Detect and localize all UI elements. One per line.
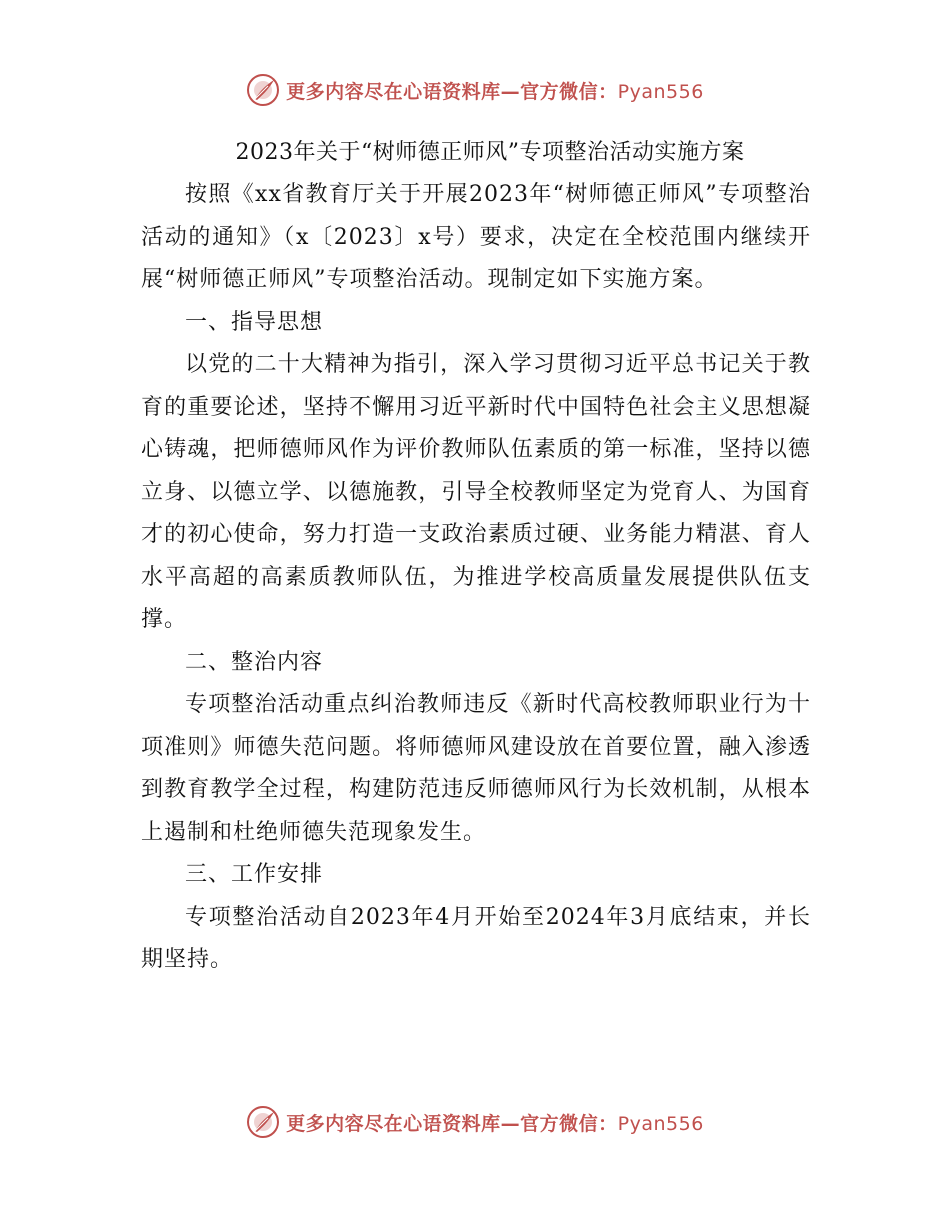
section-heading-work-schedule: 三、工作安排 [185,862,324,887]
watermark-text: 更多内容尽在心语资料库—官方微信：Pyan556 [286,1112,704,1135]
footer-watermark-banner [0,1102,950,1142]
feather-logo-icon [246,1105,280,1139]
section-heading-guiding-ideology: 一、指导思想 [185,309,324,335]
section-body-guiding-ideology: 以党的二十大精神为指引，深入学习贯彻习近平总书记关于教育的重要论述，坚持不懈用习近平新时代中国特色社会主义思想凝心铸魂，把师德师风作为评价教师队伍素质的第一标准，坚持以德立身、以德立学、以德施教，引导全校教师坚定为党育人、为国育才的初心使命，努力打造一支政治素质过硬、业务能力精湛、育人水平高超的高素质教师队伍，为推进学校高质量发展提供队伍支撑。 [141,352,811,632]
document-body [141,132,811,982]
wechat-id: Pyan556 [617,80,704,103]
wechat-id: Pyan556 [617,1112,704,1135]
section-body-work-schedule: 专项整治活动自2023年4月开始至2024年3月底结束，并长期坚持。 [141,904,811,972]
feather-logo-icon [246,73,280,107]
section-body-rectification-content: 专项整治活动重点纠治教师违反《新时代高校教师职业行为十项准则》师德失范问题。将师德师风建设放在首要位置，融入渗透到教育教学全过程，构建防范违反师德师风行为长效机制，从根本上遏制和杜绝师德失范现象发生。 [141,692,811,845]
header-watermark-banner [0,70,950,110]
intro-paragraph: 按照《xx省教育厅关于开展2023年“树师德正师风”专项整治活动的通知》（x〔2023〕x号）要求，决定在全校范围内继续开展“树师德正师风”专项整治活动。现制定如下实施方案。 [141,182,811,292]
section-heading-rectification-content: 二、整治内容 [185,649,324,675]
document-title: 2023年关于“树师德正师风”专项整治活动实施方案 [235,140,745,165]
watermark-text: 更多内容尽在心语资料库—官方微信：Pyan556 [286,80,704,103]
